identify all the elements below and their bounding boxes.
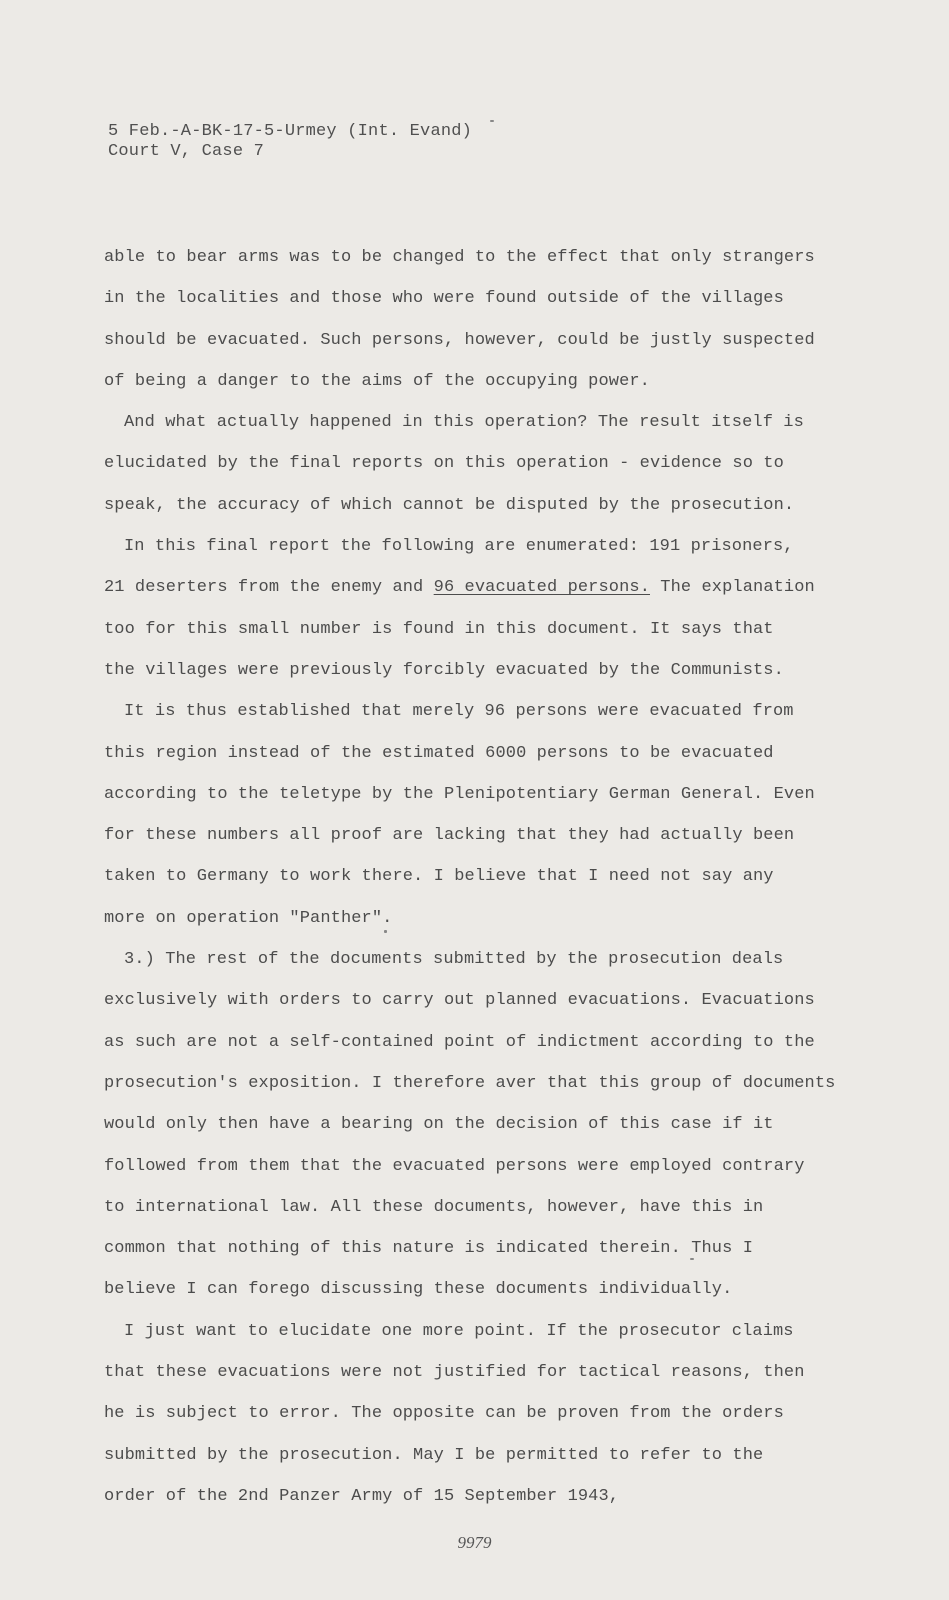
header-reference: 5 Feb.-A-BK-17-5-Urmey (Int. Evand) [108, 122, 473, 141]
text-line: would only then have a bearing on the decision of this case if it [104, 1115, 774, 1135]
text-line: that these evacuations were not justified for tactical reasons, then [104, 1363, 805, 1383]
text-line: able to bear arms was to be changed to the effect that only strangers [104, 248, 815, 267]
text-line: as such are not a self-contained point of indictment according to the [104, 1032, 815, 1052]
paper-speck [690, 1258, 694, 1260]
text-line: taken to Germany to work there. I believe that I need not say any [104, 867, 774, 887]
text-line: according to the teletype by the Plenipotentiary German General. Even [104, 784, 815, 804]
text-line: exclusively with orders to carry out planned evacuations. Evacuations [104, 991, 815, 1011]
text-line: of being a danger to the aims of the occupying power. [104, 371, 650, 391]
paper-speck [490, 120, 494, 122]
header-court-case: Court V, Case 7 [108, 142, 265, 161]
text-line: It is thus established that merely 96 persons were evacuated from [124, 702, 794, 722]
text-line: 3.) The rest of the documents submitted by the prosecution deals [124, 950, 784, 970]
text-line: this region instead of the estimated 6000 persons to be evacuated [104, 743, 774, 763]
text-segment: 21 deserters from the enemy and [104, 578, 434, 598]
text-line: In this final report the following are enumerated: 191 prisoners, [124, 537, 794, 557]
text-line [104, 578, 844, 619]
text-line: I just want to elucidate one more point. If the prosecutor claims [124, 1321, 794, 1341]
text-line: elucidated by the final reports on this operation - evidence so to [104, 454, 784, 474]
text-line: speak, the accuracy of which cannot be disputed by the prosecution. [104, 495, 795, 515]
paper-speck [384, 930, 387, 933]
underlined-evacuated-persons: 96 evacuated persons. [433, 578, 650, 598]
text-line: in the localities and those who were found outside of the villages [104, 289, 784, 309]
text-segment: The explanation [650, 578, 815, 598]
text-line: And what actually happened in this operation? The result itself is [124, 413, 804, 433]
text-line: should be evacuated. Such persons, however, could be justly suspected [104, 330, 815, 350]
text-line: too for this small number is found in this document. It says that [104, 619, 774, 639]
document-header [108, 122, 472, 162]
text-line: order of the 2nd Panzer Army of 15 September 1943, [104, 1486, 620, 1506]
text-line: for these numbers all proof are lacking that they had actually been [104, 826, 795, 846]
body-text [104, 248, 844, 1528]
text-line: common that nothing of this nature is indicated therein. Thus I [104, 1239, 754, 1259]
text-line: followed from them that the evacuated persons were employed contrary [104, 1156, 805, 1176]
text-line: the villages were previously forcibly evacuated by the Communists. [104, 660, 784, 680]
text-line: believe I can forego discussing these documents individually. [104, 1280, 733, 1300]
text-line: more on operation "Panther". [104, 908, 393, 928]
text-line: prosecution's exposition. I therefore aver that this group of documents [104, 1073, 836, 1093]
page-number: 9979 [457, 1533, 492, 1552]
text-line: to international law. All these documents, however, have this in [104, 1197, 764, 1217]
text-line: submitted by the prosecution. May I be permitted to refer to the [104, 1445, 764, 1465]
text-line: he is subject to error. The opposite can be proven from the orders [104, 1404, 784, 1424]
